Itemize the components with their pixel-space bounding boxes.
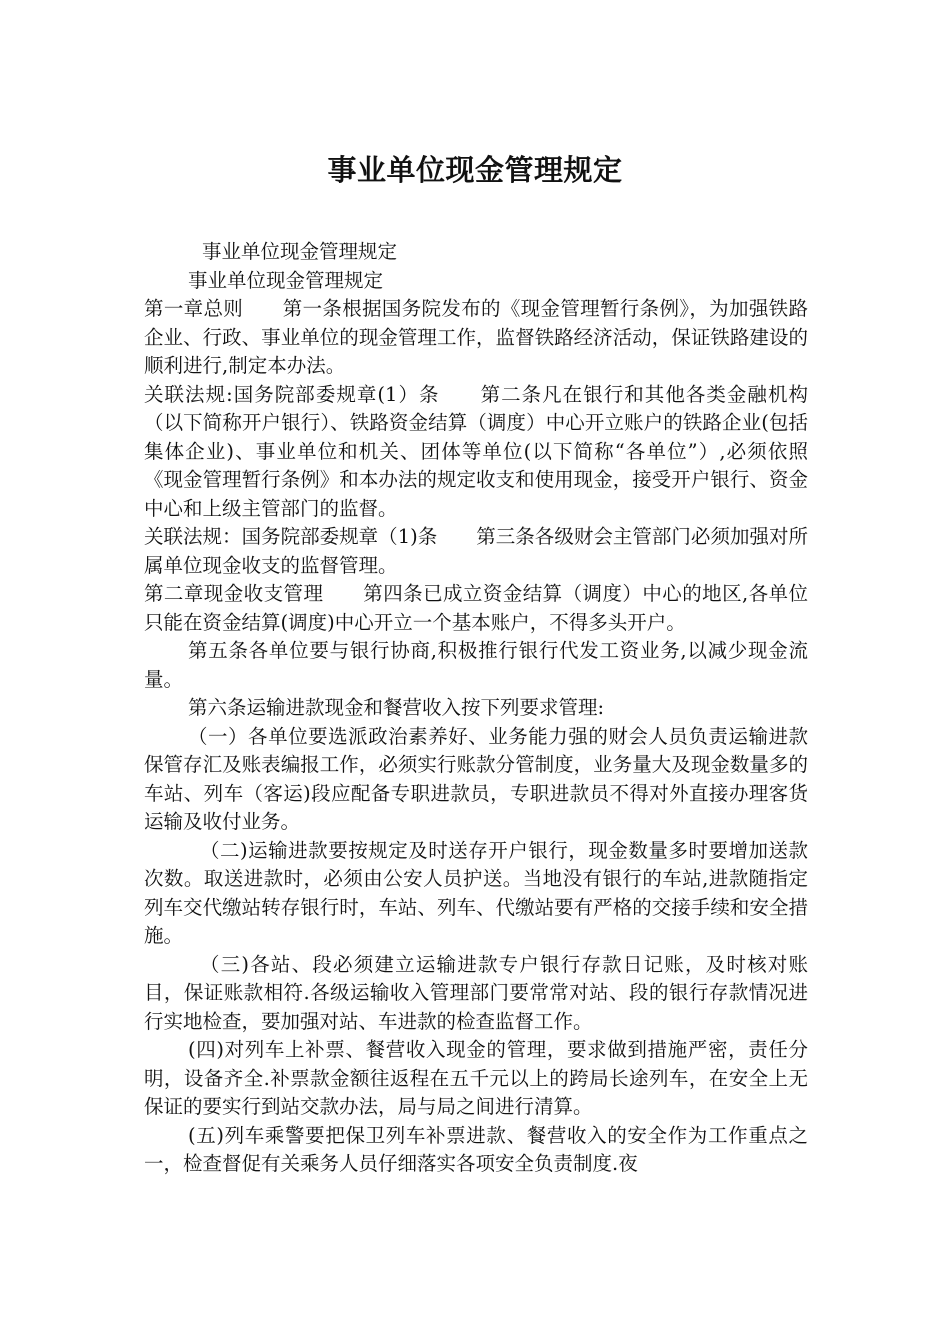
paragraph-chapter-2: 第二章现金收支管理 第四条已成立资金结算（调度）中心的地区,各单位只能在资金结算(调度)中心开立一个基本账户，不得多头开户。 xyxy=(144,582,808,634)
paragraph-item-4: (四)对列车上补票、餐营收入现金的管理，要求做到措施严密，责任分明，设备齐全.补票款金额往返程在五千元以上的跨局长途列车，在安全上无保证的要实行到站交款办法，局与局之间进行清算。 xyxy=(144,1038,808,1118)
paragraph-item-2: （二)运输进款要按规定及时送存开户银行，现金数量多时要增加送款次数。取送进款时，必须由公安人员护送。当地没有银行的车站,进款随指定列车交代缴站转存银行时，车站、列车、代缴站要有严格的交接手续和安全措施。 xyxy=(144,838,808,947)
paragraph-article-5: 第五条各单位要与银行协商,积极推行银行代发工资业务,以减少现金流量。 xyxy=(144,639,808,691)
paragraph-item-1: （一）各单位要选派政治素养好、业务能力强的财会人员负责运输进款保管存汇及账表编报工作，必须实行账款分管制度，业务量大及现金数量多的车站、列车（客运)段应配备专职进款员，专职进款员不得对外直接办理客货运输及收付业务。 xyxy=(144,724,808,833)
paragraph-article-2: 关联法规:国务院部委规章(1）条 第二条凡在银行和其他各类金融机构（以下简称开户银行）、铁路资金结算（调度）中心开立账户的铁路企业(包括集体企业)、事业单位和机关、团体等单位(以下简称“各单位”）,必须依照《现金管理暂行条例》和本办法的规定收支和使用现金，接受开户银行、资金中心和上级主管部门的监督。 xyxy=(144,382,808,520)
document-title: 事业单位现金管理规定 xyxy=(327,153,623,187)
document-body xyxy=(144,238,808,1179)
paragraph-chapter-1: 第一章总则 第一条根据国务院发布的《现金管理暂行条例》，为加强铁路企业、行政、事业单位的现金管理工作，监督铁路经济活动，保证铁路建设的顺利进行,制定本办法。 xyxy=(144,297,808,377)
paragraph-item-3: （三)各站、段必须建立运输进款专户银行存款日记账，及时核对账目，保证账款相符.各级运输收入管理部门要常常对站、段的银行存款情况进行实地检查，要加强对站、车进款的检查监督工作。 xyxy=(144,952,808,1033)
document-subtitle: 事业单位现金管理规定 xyxy=(202,240,398,263)
document-subtitle: 事业单位现金管理规定 xyxy=(188,268,384,292)
paragraph-item-5: (五)列车乘警要把保卫列车补票进款、餐营收入的安全作为工作重点之一，检查督促有关乘务人员仔细落实各项安全负责制度.夜 xyxy=(144,1123,808,1175)
paragraph-article-3: 关联法规：国务院部委规章（1)条 第三条各级财会主管部门必须加强对所属单位现金收支的监督管理。 xyxy=(144,525,808,577)
paragraph-article-6: 第六条运输进款现金和餐营收入按下列要求管理: xyxy=(188,696,605,719)
